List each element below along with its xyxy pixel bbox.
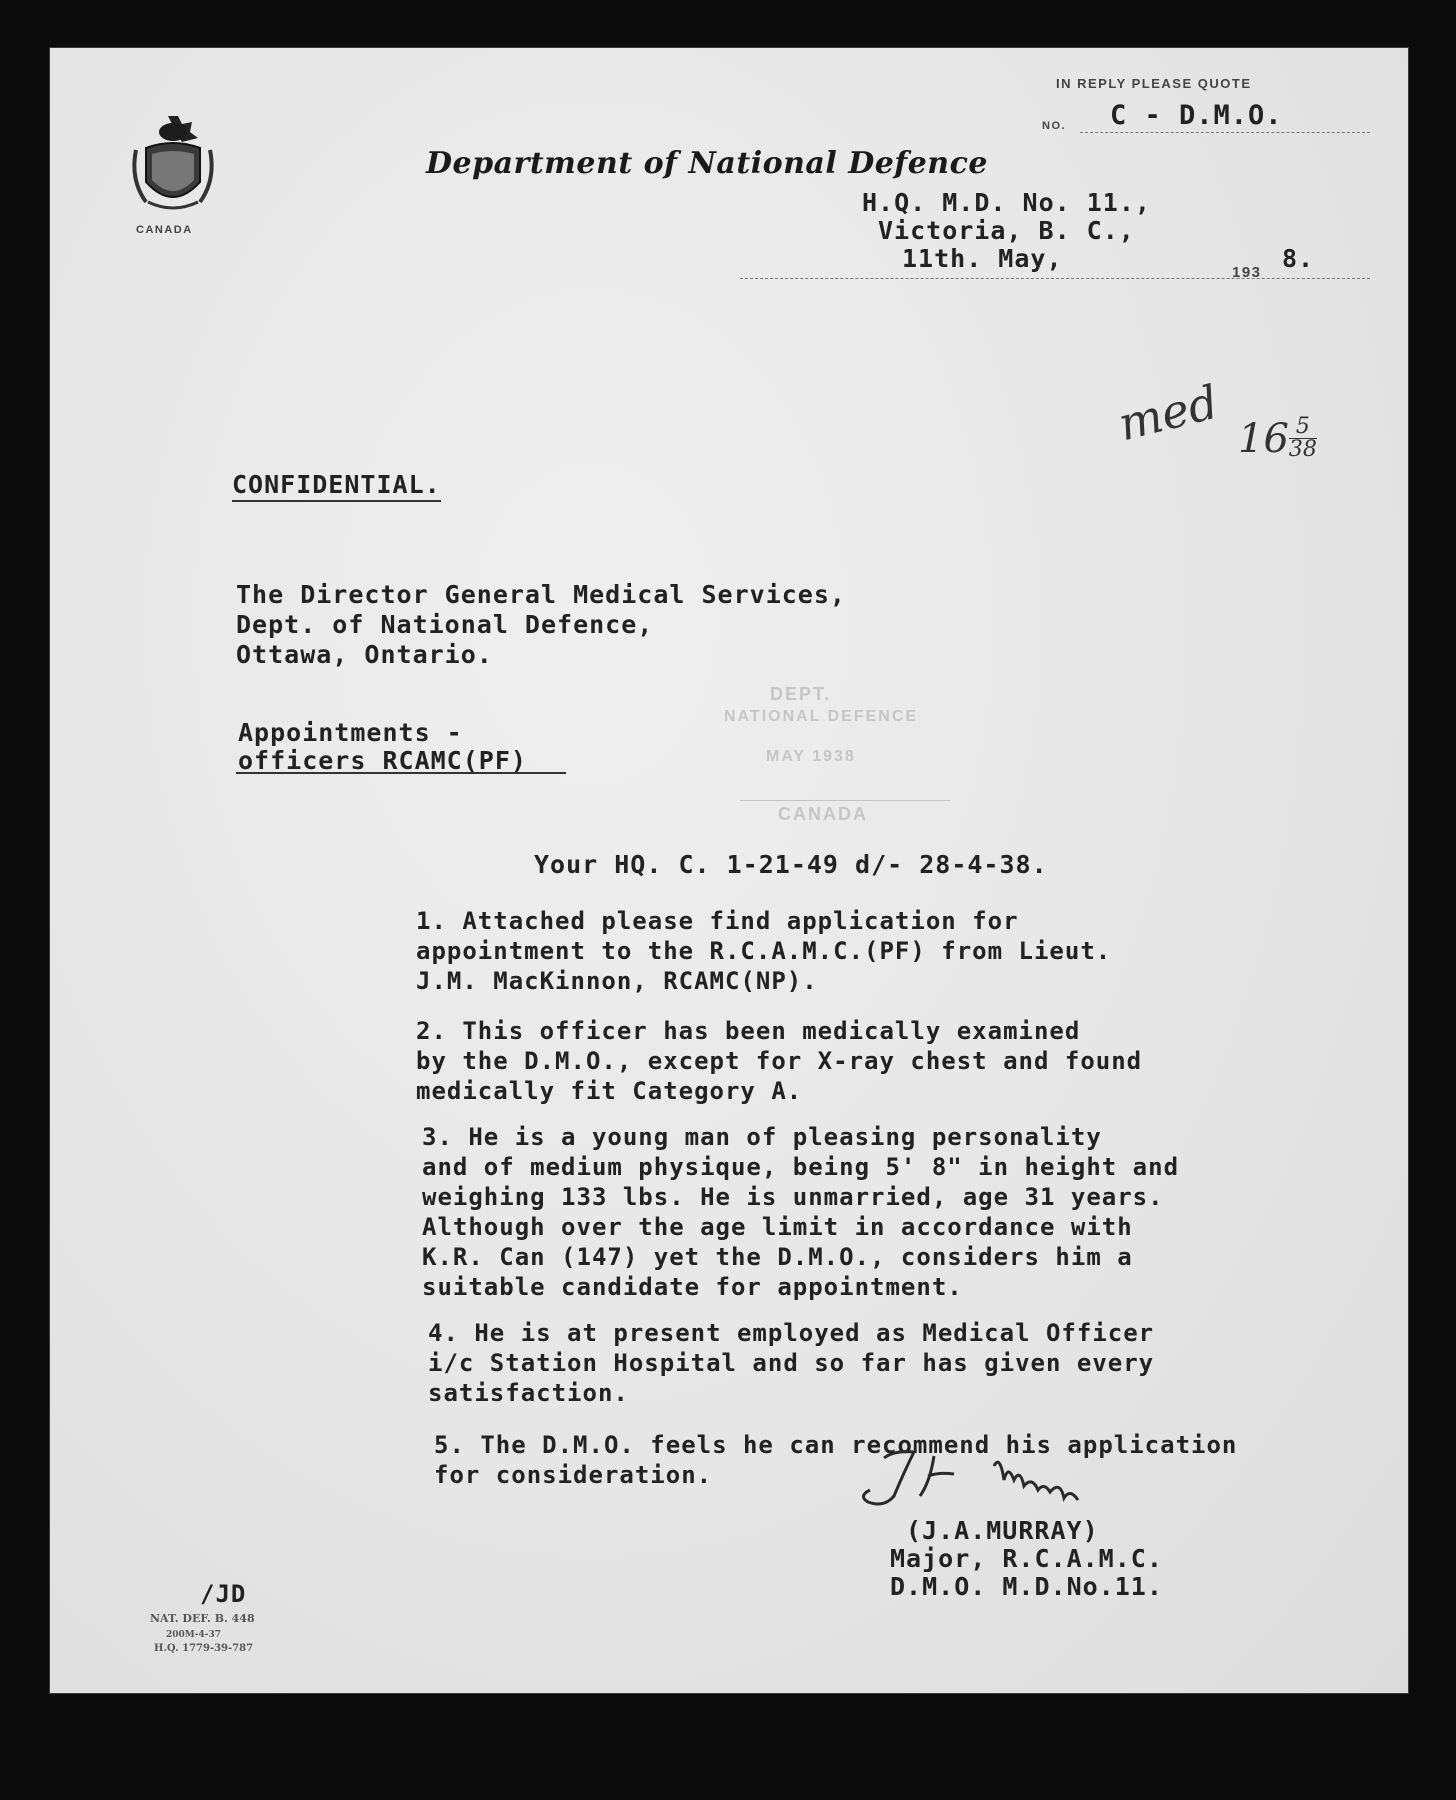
paragraph-line: medically fit Category A.	[416, 1077, 803, 1105]
paragraph-line: suitable candidate for appointment.	[422, 1273, 963, 1301]
paragraph-line: i/c Station Hospital and so far has given every	[428, 1349, 1155, 1377]
handwritten-date	[1238, 416, 1317, 462]
form-number: NAT. DEF. B. 448	[150, 1612, 255, 1625]
signatory-name: (J.A.MURRAY)	[906, 1516, 1099, 1545]
subject-line-1: Appointments -	[238, 718, 463, 747]
paragraph-line: 1. Attached please find application for	[416, 907, 1019, 935]
received-stamp-line-3: MAY 1938	[766, 748, 856, 765]
received-stamp-line-4: CANADA	[778, 804, 868, 824]
no-label: NO.	[1042, 120, 1067, 132]
recipient-line-1: The Director General Medical Services,	[236, 580, 846, 609]
received-stamp-line-2: NATIONAL DEFENCE	[724, 708, 919, 725]
crest-caption: CANADA	[136, 224, 193, 236]
paragraph-3	[422, 1122, 1179, 1302]
date-line: 11th. May,	[902, 244, 1063, 273]
canada-crest	[128, 110, 218, 240]
paragraph-4	[428, 1318, 1154, 1408]
signatory-title: D.M.O. M.D.No.11.	[890, 1572, 1163, 1601]
date-rule	[740, 278, 1370, 279]
typist-initials: /JD	[200, 1580, 247, 1608]
reply-quote-label: IN REPLY PLEASE QUOTE	[1056, 76, 1252, 91]
coat-of-arms-icon	[128, 110, 218, 220]
hq-file-line: H.Q. 1779-39-787	[154, 1643, 254, 1654]
paragraph-line: K.R. Can (147) yet the D.M.O., considers him a	[422, 1243, 1133, 1271]
year-prefix: 193	[1232, 264, 1262, 281]
paragraph-line: by the D.M.O., except for X-ray chest and found	[416, 1047, 1143, 1075]
handwritten-date-month: 5	[1295, 414, 1310, 439]
signature-scribble-icon	[844, 1436, 1164, 1526]
handwritten-date-day: 16	[1238, 416, 1289, 462]
signatory-rank: Major, R.C.A.M.C.	[890, 1544, 1163, 1573]
recipient-line-3: Ottawa, Ontario.	[236, 640, 493, 669]
handwritten-med-note: med	[1112, 374, 1224, 452]
paragraph-1	[416, 906, 1111, 996]
subject-line-2: officers RCAMC(PF)	[238, 746, 527, 775]
subject-rule	[236, 772, 566, 774]
paragraph-line: 2. This officer has been medically examined	[416, 1017, 1081, 1045]
paragraph-line: 3. He is a young man of pleasing personality	[422, 1123, 1102, 1151]
reference-line: Your HQ. C. 1-21-49 d/- 28-4-38.	[534, 850, 1048, 879]
received-stamp-rule	[740, 800, 950, 801]
department-name: Department of National Defence	[426, 146, 988, 181]
paragraph-line: J.M. MacKinnon, RCAMC(NP).	[416, 967, 818, 995]
handwritten-date-year: 38	[1288, 437, 1317, 462]
reference-rule	[1080, 132, 1370, 133]
confidential-heading: CONFIDENTIAL.	[232, 470, 441, 502]
paragraph-line: appointment to the R.C.A.M.C.(PF) from Lieut.	[416, 937, 1112, 965]
paragraph-2	[416, 1016, 1142, 1106]
print-line: 200M-4-37	[166, 1630, 222, 1640]
received-stamp-line-1: DEPT.	[770, 684, 832, 704]
paragraph-line: 5. The D.M.O. feels he can recommend his application	[434, 1431, 1238, 1459]
paragraph-line: and of medium physique, being 5' 8" in height and	[422, 1153, 1180, 1181]
hq-line: H.Q. M.D. No. 11.,	[862, 188, 1151, 217]
paragraph-line: Although over the age limit in accordance with	[422, 1213, 1133, 1241]
paragraph-line: satisfaction.	[428, 1379, 629, 1407]
city-line: Victoria, B. C.,	[878, 216, 1135, 245]
recipient-line-2: Dept. of National Defence,	[236, 610, 654, 639]
letter-sheet	[50, 48, 1408, 1693]
paragraph-line: weighing 133 lbs. He is unmarried, age 31 years.	[422, 1183, 1164, 1211]
reference-number: C - D.M.O.	[1110, 100, 1283, 131]
paragraph-line: 4. He is at present employed as Medical Officer	[428, 1319, 1155, 1347]
paragraph-line: for consideration.	[434, 1461, 713, 1489]
year-suffix: 8.	[1282, 244, 1315, 273]
